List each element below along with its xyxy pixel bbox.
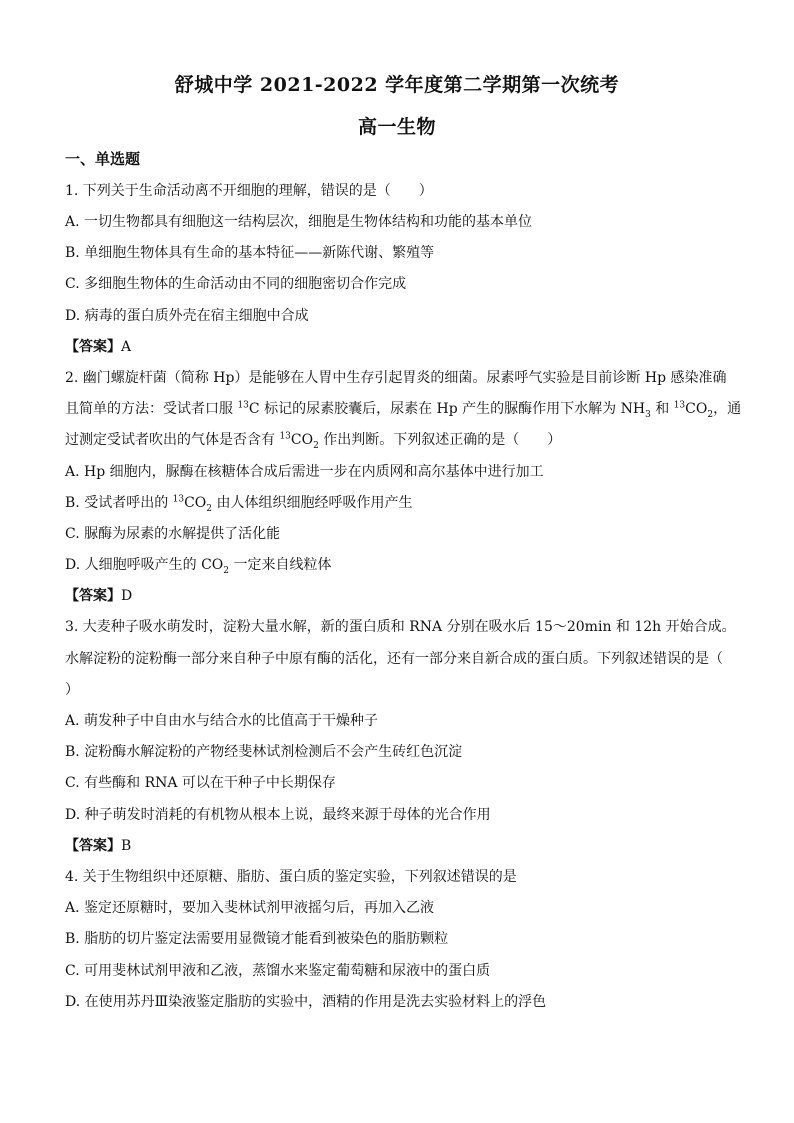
q4-option-c: C. 可用斐林试剂甲液和乙液，蒸馏水来鉴定葡萄糖和尿液中的蛋白质 <box>65 963 491 979</box>
q2-answer <box>65 586 132 606</box>
q1-option-b: B. 单细胞生物体具有生命的基本特征——新陈代谢、繁殖等 <box>65 245 435 261</box>
q4-option-a: A. 鉴定还原糖时，要加入斐林试剂甲液摇匀后，再加入乙液 <box>65 900 435 916</box>
q3-stem-line3: ） <box>65 682 79 698</box>
answer-label: 【答案】 <box>65 339 121 355</box>
q3-stem-line2: 水解淀粉的淀粉酶一部分来自种子中原有酶的活化，还有一部分来自新合成的蛋白质。下列叙述错误的是（ <box>65 651 723 667</box>
q1-option-d: D. 病毒的蛋白质外壳在宿主细胞中合成 <box>65 308 309 324</box>
q3-answer <box>65 836 131 856</box>
q4-stem: 4. 关于生物组织中还原糖、脂肪、蛋白质的鉴定实验，下列叙述错误的是 <box>65 869 517 885</box>
q2-option-a: A. Hp 细胞内，脲酶在核糖体合成后需进一步在内质网和高尔基体中进行加工 <box>65 464 544 480</box>
page-subtitle: 高一生物 <box>357 116 436 138</box>
answer-label: 【答案】 <box>65 588 121 604</box>
q3-stem-line1: 3. 大麦种子吸水萌发时，淀粉大量水解，新的蛋白质和 RNA 分别在吸水后 15～20min 和 12h 开始合成。 <box>65 619 736 635</box>
q2-stem-line1: 2. 幽门螺旋杆菌（简称 Hp）是能够在人胃中生存引起胃炎的细菌。尿素呼气实验是目前诊断 Hp 感染准确 <box>65 370 727 386</box>
q3-option-a: A. 萌发种子中自由水与结合水的比值高于干燥种子 <box>65 713 379 729</box>
q2-stem-line3: 过测定受试者吹出的气体是否含有 $^{13}CO_2$ 作出判断。下列叙述正确的是（ ） <box>65 431 562 451</box>
q2-option-c: C. 脲酶为尿素的水解提供了活化能 <box>65 526 281 542</box>
answer-value: A <box>121 339 132 355</box>
answer-label: 【答案】 <box>65 838 121 854</box>
q1-option-c: C. 多细胞生物体的生命活动由不同的细胞密切合作完成 <box>65 276 407 292</box>
q2-stem-line2: 且简单的方法：受试者口服 $^{13}$C 标记的尿素胶囊后，尿素在 Hp 产生的脲酶作用下水解为 $NH_3$ 和 $^{13}CO_2$，通 <box>65 400 742 420</box>
q4-option-d: D. 在使用苏丹Ⅲ染液鉴定脂肪的实验中，酒精的作用是洗去实验材料上的浮色 <box>65 994 547 1010</box>
q3-option-c: C. 有些酶和 RNA 可以在干种子中长期保存 <box>65 775 336 791</box>
q2-option-b: B. 受试者呼出的 $^{13}CO_2$ 由人体组织细胞经呼吸作用产生 <box>65 494 413 514</box>
q4-option-b: B. 脂肪的切片鉴定法需要用显微镜才能看到被染色的脂肪颗粒 <box>65 931 449 947</box>
q1-stem: 1. 下列关于生命活动离不开细胞的理解，错误的是（ ） <box>65 183 433 199</box>
page-title: 舒城中学 2021-2022 学年度第二学期第一次统考 <box>174 74 620 96</box>
q3-option-b: B. 淀粉酶水解淀粉的产物经斐林试剂检测后不会产生砖红色沉淀 <box>65 744 463 760</box>
q1-answer <box>65 337 131 357</box>
section-heading: 一、单选题 <box>65 150 141 168</box>
q3-option-d: D. 种子萌发时消耗的有机物从根本上说，最终来源于母体的光合作用 <box>65 807 491 823</box>
q2-option-d: D. 人细胞呼吸产生的 $CO_2$ 一定来自线粒体 <box>65 557 332 576</box>
answer-value: D <box>121 588 133 604</box>
answer-value: B <box>121 838 132 854</box>
q1-option-a: A. 一切生物都具有细胞这一结构层次，细胞是生物体结构和功能的基本单位 <box>65 214 533 230</box>
